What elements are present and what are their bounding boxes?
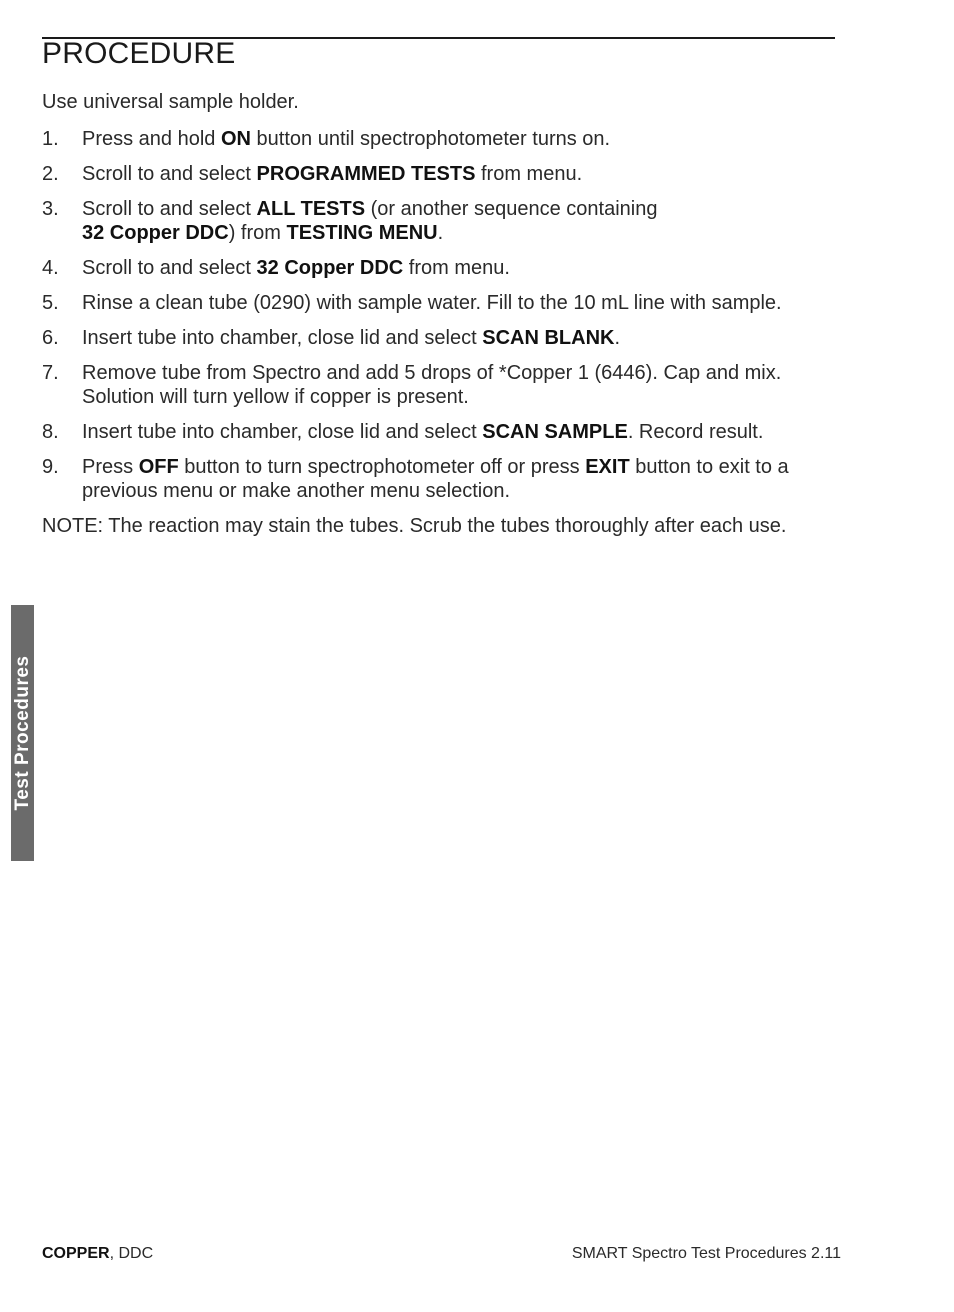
step-text: Scroll to and select	[82, 198, 257, 220]
procedure-steps	[42, 127, 842, 503]
step-keyword: SCAN SAMPLE	[482, 421, 628, 443]
step-text: (or another sequence containing	[365, 198, 658, 220]
step-keyword: OFF	[138, 456, 179, 478]
step-9	[42, 455, 842, 503]
side-tab-label: Test Procedures	[11, 655, 33, 811]
step-5	[42, 291, 842, 315]
step-text: Insert tube into chamber, close lid and select	[82, 421, 483, 443]
step-keyword: SCAN BLANK	[482, 327, 615, 349]
footer-analyte: COPPER	[42, 1245, 110, 1262]
step-text: Insert tube into chamber, close lid and select	[82, 327, 483, 349]
step-keyword: ON	[220, 128, 251, 150]
step-text: from menu.	[403, 257, 510, 279]
step-keyword: 32 Copper DDC	[256, 257, 404, 279]
intro-text: Use universal sample holder.	[42, 91, 299, 113]
step-text: Remove tube from Spectro and add 5 drops of *Copper 1 (6446). Cap and mix. Solution will turn yellow if copper is present.	[82, 362, 782, 408]
step-text: button to exit to a previous menu or make another menu selection.	[82, 456, 789, 502]
step-text: .	[614, 327, 621, 349]
step-number: 2.	[42, 163, 59, 185]
step-text: Scroll to and select	[82, 163, 257, 185]
step-text: button to turn spectrophotometer off or press	[178, 456, 586, 478]
step-number: 6.	[42, 327, 59, 349]
step-number: 1.	[42, 128, 59, 150]
step-text: ) from	[228, 222, 287, 244]
step-text: Rinse a clean tube (0290) with sample water. Fill to the 10 mL line with sample.	[82, 292, 782, 314]
step-text: from menu.	[475, 163, 583, 185]
step-4	[42, 256, 842, 280]
step-8	[42, 420, 842, 444]
page-title: PROCEDURE	[42, 37, 236, 70]
step-number: 8.	[42, 421, 59, 443]
step-keyword: 32 Copper DDC	[82, 222, 229, 244]
step-3	[42, 197, 842, 245]
step-number: 4.	[42, 257, 59, 279]
step-7	[42, 361, 842, 409]
step-6	[42, 326, 842, 350]
footer-page-ref: SMART Spectro Test Procedures 2.11	[571, 1245, 841, 1262]
footer-test-name	[42, 1245, 153, 1263]
step-keyword: EXIT	[585, 456, 630, 478]
step-keyword: ALL TESTS	[256, 198, 366, 220]
step-keyword: PROGRAMMED TESTS	[256, 163, 476, 185]
step-text: .	[437, 222, 444, 244]
procedure-content	[42, 90, 842, 538]
step-number: 9.	[42, 456, 59, 478]
step-text: . Record result.	[627, 421, 764, 443]
note-text: NOTE: The reaction may stain the tubes. Scrub the tubes thoroughly after each use.	[42, 515, 787, 537]
step-number: 3.	[42, 198, 59, 220]
step-text: Scroll to and select	[82, 257, 257, 279]
section-side-tab	[11, 605, 34, 861]
step-2	[42, 162, 842, 186]
step-1	[42, 127, 842, 151]
step-keyword: TESTING MENU	[286, 222, 438, 244]
step-text: Press and hold	[82, 128, 221, 150]
step-number: 5.	[42, 292, 59, 314]
step-text: Press	[82, 456, 139, 478]
step-number: 7.	[42, 362, 59, 384]
footer-method: , DDC	[109, 1245, 154, 1262]
step-text: button until spectrophotometer turns on.	[250, 128, 611, 150]
